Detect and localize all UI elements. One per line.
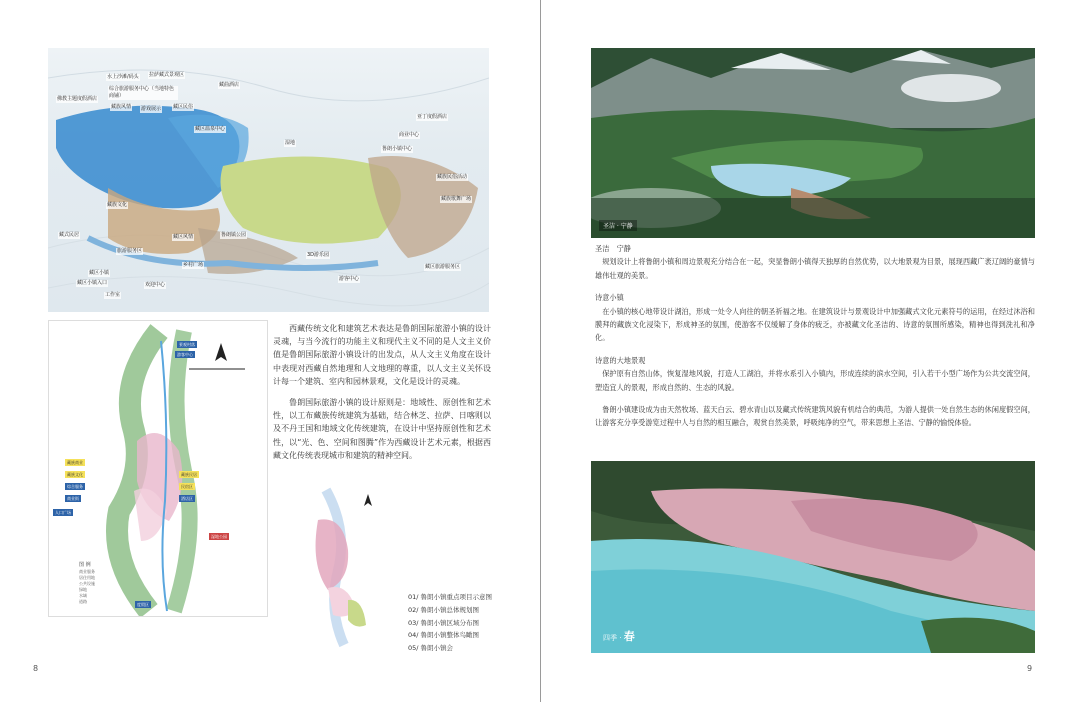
aerial-label: 3D游乐园: [307, 252, 330, 258]
map-tag: 藏族商业: [67, 460, 83, 465]
section-body: 规划设计上将鲁朗小镇和周边景观充分结合在一起，突显鲁朗小镇得天独厚的自然优势，以大地景观为目景，展现西藏广袤辽阔的豪情与雄伟壮观的美景。: [595, 257, 1035, 280]
mountain-lake-photo: [591, 48, 1035, 238]
aerial-label: 鲁朗小镇中心: [382, 146, 413, 152]
aerial-label: 游戏展示: [141, 106, 162, 112]
aerial-label: 工作室: [105, 292, 121, 298]
season-prefix: 四季 ·: [603, 634, 622, 642]
section-heading: 诗意的大地景观: [595, 355, 646, 365]
right-page: [541, 0, 1080, 702]
caption: 03/ 鲁朗小镇区域分布图: [408, 618, 480, 627]
aerial-label: 藏曲酒店: [219, 82, 240, 88]
aerial-label: 藏族歌舞广场: [441, 196, 472, 202]
page-number: 8: [33, 664, 39, 673]
aerial-label: 鲁朗镇公园: [221, 232, 247, 238]
legend-title: 图 例: [79, 562, 91, 568]
aerial-label: 藏区小镇: [89, 270, 110, 276]
caption: 02/ 鲁朗小镇总体规划图: [408, 605, 480, 614]
map-tag: 藏族文化: [67, 472, 83, 477]
small-zone-map: [288, 470, 398, 650]
page-number: 9: [1027, 664, 1033, 673]
aerial-label: 水上沙滩/码头: [107, 74, 139, 80]
map-tag: 人口广场: [55, 510, 71, 515]
spring-town-illustration: [591, 461, 1035, 653]
aerial-label: 乡村广场: [183, 262, 204, 268]
legend-item: 公共设施: [79, 581, 95, 586]
caption: 05/ 鲁朗小镇会: [408, 644, 454, 653]
paragraph: 西藏传统文化和建筑艺术表达是鲁朗国际旅游小镇的设计灵魂，与当今流行的功能主义和现代主义不同的是人文主义价值是鲁朗国际旅游小镇设计的出发点，从人文主义角度在设计中表现对西藏自然地理和人文地理的尊重，以人文主义关怀设计每一个建筑、室内和园林景观，文化是设计的灵魂。: [273, 324, 491, 386]
season-tag: [603, 628, 635, 644]
aerial-site-plan: [48, 48, 489, 312]
figure-captions: [408, 591, 492, 655]
map-tag: 藏族民居: [181, 472, 197, 477]
aerial-label: 游客中心: [339, 276, 360, 282]
aerial-label: 湿地: [285, 140, 296, 146]
aerial-label: 藏区温泉中心: [195, 126, 226, 132]
section-heading: 诗意小镇: [595, 293, 624, 303]
aerial-label: 欢迎中心: [145, 282, 166, 288]
legend-item: 道路: [79, 599, 87, 604]
aerial-label: 藏区民俗: [173, 104, 194, 110]
map-tag: 湿地公园: [211, 534, 227, 539]
aerial-label: 佛教主题度假酒店: [57, 96, 98, 102]
mountain-lake-illustration: [591, 48, 1035, 238]
map-tag: 景观村落: [179, 342, 195, 347]
caption: 04/ 鲁朗小镇整体鸟瞰图: [408, 631, 480, 640]
aerial-label: 旅游服务区: [117, 248, 143, 254]
design-text: [273, 322, 491, 470]
aerial-label: 藏式民居: [59, 232, 80, 238]
photo-tag: 圣洁 · 宁静: [599, 220, 637, 231]
section-body: 保护原有自然山体，恢复湿地风貌，打造人工湖泊，并将水系引入小镇内，形成连续的滨水空间，引入若干小型广场作为公共交流空间，塑造宜人的景观，形成自然的、生态的风貌。: [595, 369, 1035, 392]
legend-item: 商业服务: [79, 569, 95, 574]
map-tag: 酒店区: [181, 496, 193, 501]
section-body: 鲁朗小镇建设成为由天然牧场、蓝天白云、碧水青山以及藏式传统建筑风貌有机结合的典范，为游人提供一处自然生态的休闲度假空间，让游客充分享受游览过程中人与自然的相互融合，观赏自然美景，呼吸纯净的空气，带来思想上圣洁、宁静的愉悦体验。: [595, 405, 1035, 428]
section-body: 在小镇的核心地带设计湖泊，形成一处令人向往的朝圣祈福之地。在建筑设计与景观设计中加强藏式文化元素符号的运用，在经过沐浴和膜拜的藏族文化浸染下，形成神圣的氛围，使游客不仅缓解了身体的疲乏，亦被藏文化圣洁的、诗意的氛围所感染，精神也得到洗礼和净化。: [595, 306, 1035, 343]
legend-item: 水域: [79, 593, 87, 598]
caption: 01/ 鲁朗小镇重点项目示意图: [408, 593, 493, 601]
aerial-label: 藏区风情: [173, 234, 194, 240]
aerial-label: 拉萨藏式景观区: [149, 72, 185, 78]
aerial-label: 藏族风情: [111, 104, 132, 110]
aerial-label: 藏区小镇入口: [77, 280, 108, 286]
aerial-label: 藏族文化: [107, 202, 128, 208]
spring-town-photo: [591, 461, 1035, 653]
map-tag: 综合服务: [67, 484, 83, 489]
paragraph: 鲁朗国际旅游小镇的设计原则是：地域性、原创性和艺术性，以工布藏族传统建筑为基础，结合林芝、拉萨、日喀则以及不丹王国和地域文化传统建筑，在设计中坚持原创性和艺术性，以“光、色、空间和图腾”作为西藏设计艺术元素，根据西藏文化传统表现城市和建筑的精神空间。: [273, 398, 491, 460]
aerial-label: 商业中心: [399, 132, 420, 138]
aerial-label: 亚丁度假酒店: [417, 114, 448, 120]
master-plan-map: [48, 320, 268, 617]
aerial-label: 综合旅游服务中心（当地特色商铺）: [108, 86, 178, 100]
legend-item: 居住用地: [79, 575, 95, 580]
map-tag: 民宿区: [181, 484, 193, 489]
map-tag: 度假区: [137, 602, 149, 607]
season-name: 春: [623, 630, 635, 643]
aerial-label: 藏区旅游服务区: [425, 264, 461, 270]
right-text: [595, 242, 1035, 439]
aerial-label: 藏族民俗活动: [437, 174, 468, 180]
map-tag: 游客中心: [177, 352, 193, 357]
section-heading: 圣洁 宁静: [595, 244, 631, 253]
legend-list: [79, 569, 95, 605]
legend-item: 绿地: [79, 587, 87, 592]
map-tag: 商业街: [67, 496, 79, 501]
